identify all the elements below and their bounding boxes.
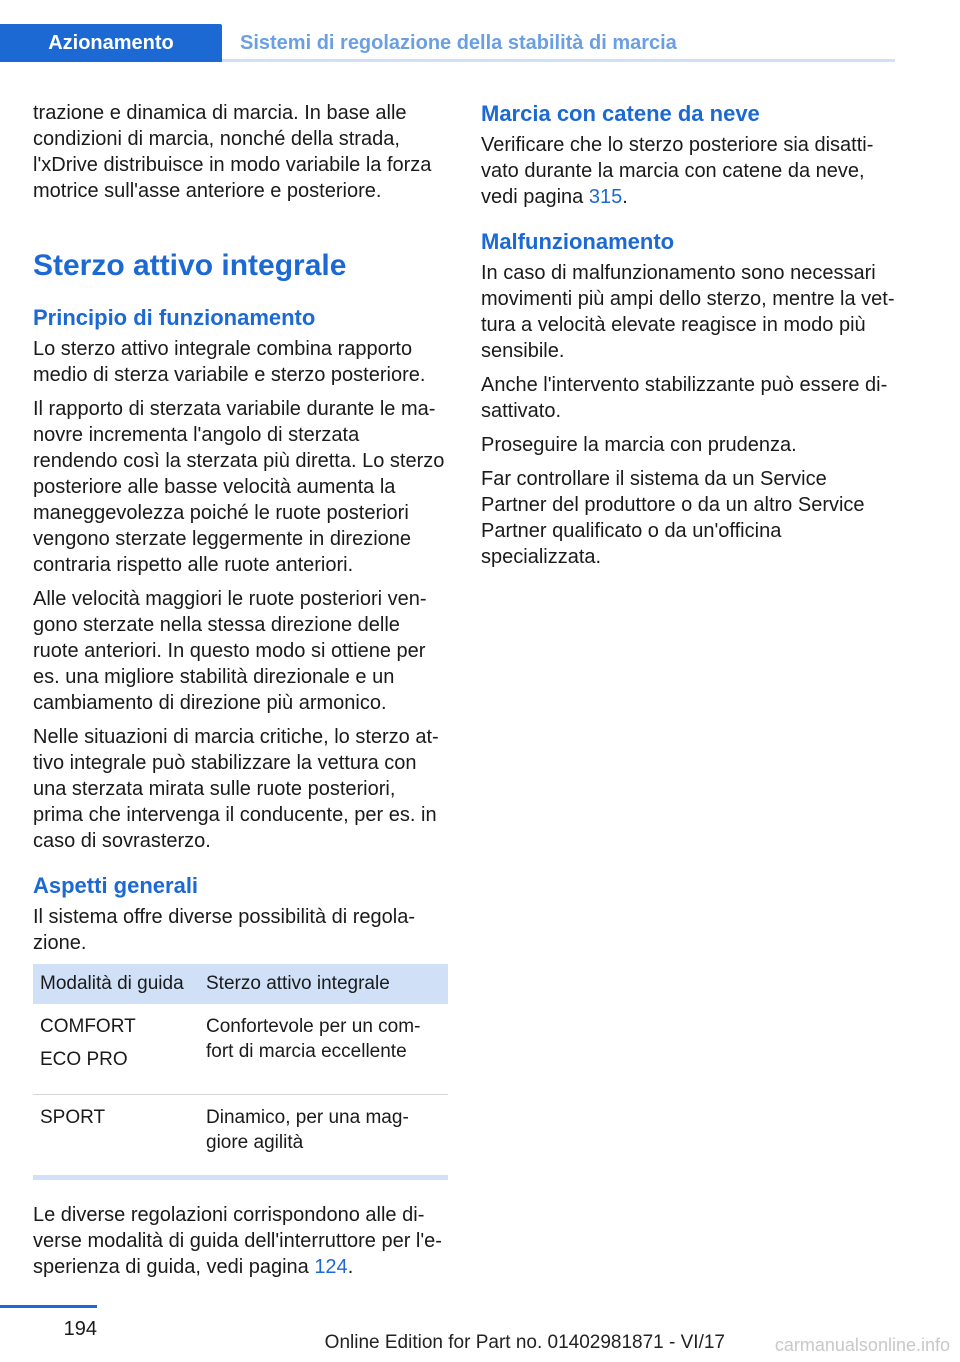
table-header-row <box>33 964 448 1004</box>
malfunction-paragraph-4: Far controllare il sistema da un Service Partner del produttore o da un altro Service Partner qualificato o da un'officina specializzata. <box>481 468 865 568</box>
principle-paragraph-3: Alle velocità maggiori le ruote posteriori vengono sterzate nella stessa direzione delle ruote anteriori. In questo modo si ottiene per es. una migliore stabilità direzionale e un cambiamento di direzione più armonico. <box>33 588 427 714</box>
snow-chains-paragraph <box>481 132 896 210</box>
page-number: 194 <box>63 1318 97 1340</box>
chapter-tab[interactable]: Azionamento <box>0 24 222 62</box>
page-link-315[interactable]: 315 <box>588 186 623 208</box>
general-paragraph: Il sistema offre diverse possibilità di regolazione. <box>33 906 416 954</box>
chapter-title: Sterzo attivo integrale <box>33 249 347 282</box>
table-cell-desc: Confortevole per un comfort di marcia eccellente <box>199 1004 448 1095</box>
table-cell-mode <box>33 1004 199 1095</box>
header-divider <box>222 59 895 62</box>
page-header <box>0 24 895 62</box>
snow-chains-text: Verificare che lo sterzo posteriore sia disattivato durante la marcia con catene da neve, vedi pagina <box>481 134 874 208</box>
malfunction-paragraph-3: Proseguire la marcia con prudenza. <box>481 434 797 456</box>
intro-paragraph: trazione e dinamica di marcia. In base alle condizioni di marcia, nonché della strada, l'xDrive distribuisce in modo variabile la forza motrice sull'asse anteriore e posteriore. <box>33 102 432 202</box>
mode-eco-pro: ECO PRO <box>40 1049 128 1070</box>
right-column <box>481 100 896 578</box>
after-table-paragraph <box>33 1202 448 1280</box>
edition-note: Online Edition for Part no. 01402981871 - VI/17 <box>324 1332 725 1353</box>
principle-paragraph-2: Il rapporto di sterzata variabile durante le manovre incrementa l'angolo di sterzata rendendo così la sterzata più diretta. Lo sterzo posteriore alle basse velocità aumenta la maneggevolezza poiché le ruote posteriori vengono sterzate leggermente in direzione contraria rispetto alle ruote anteriori. <box>33 398 445 576</box>
table-row <box>33 1004 448 1095</box>
table-header-mode: Modalità di guida <box>33 964 199 1004</box>
general-heading: Aspetti generali <box>33 873 199 898</box>
table-row <box>33 1095 448 1176</box>
malfunction-paragraph-1: In caso di malfunzionamento sono necessari movimenti più ampi dello sterzo, mentre la vettura a velocità elevate reagisce in modo più sensibile. <box>481 262 895 362</box>
footer-divider <box>0 1305 97 1308</box>
malfunction-paragraph-2: Anche l'intervento stabilizzante può essere disattivato. <box>481 374 888 422</box>
mode-comfort: COMFORT <box>40 1016 136 1037</box>
snow-chains-end: . <box>622 186 628 208</box>
table-cell-desc: Dinamico, per una maggiore agilità <box>206 1107 409 1153</box>
table-bottom-rule <box>33 1175 448 1180</box>
after-table-text: Le diverse regolazioni corrispondono alle diverse modalità di guida dell'interruttore per l'esperienza di guida, vedi pagina <box>33 1204 442 1278</box>
snow-chains-heading: Marcia con catene da neve <box>481 101 760 126</box>
principle-paragraph-1: Lo sterzo attivo integrale combina rapporto medio di sterza variabile e sterzo posteriore. <box>33 338 426 386</box>
after-table-end: . <box>347 1256 354 1278</box>
principle-heading: Principio di funzionamento <box>33 305 316 330</box>
section-tab[interactable]: Sistemi di regolazione della stabilità di marcia <box>240 32 677 54</box>
watermark: carmanualsonline.info <box>774 1335 950 1355</box>
table-cell-mode: SPORT <box>40 1107 106 1128</box>
malfunction-heading: Malfunzionamento <box>481 229 675 254</box>
left-column <box>33 100 448 1288</box>
table-header-steering: Sterzo attivo integrale <box>199 964 448 1004</box>
principle-paragraph-4: Nelle situazioni di marcia critiche, lo sterzo attivo integrale può stabilizzare la vettura con una sterzata mirata sulle ruote posteriori, prima che intervenga il conducente, per es. in caso di sovrasterzo. <box>33 726 439 852</box>
page-link-124[interactable]: 124 <box>314 1256 348 1278</box>
driving-mode-table <box>33 964 448 1175</box>
